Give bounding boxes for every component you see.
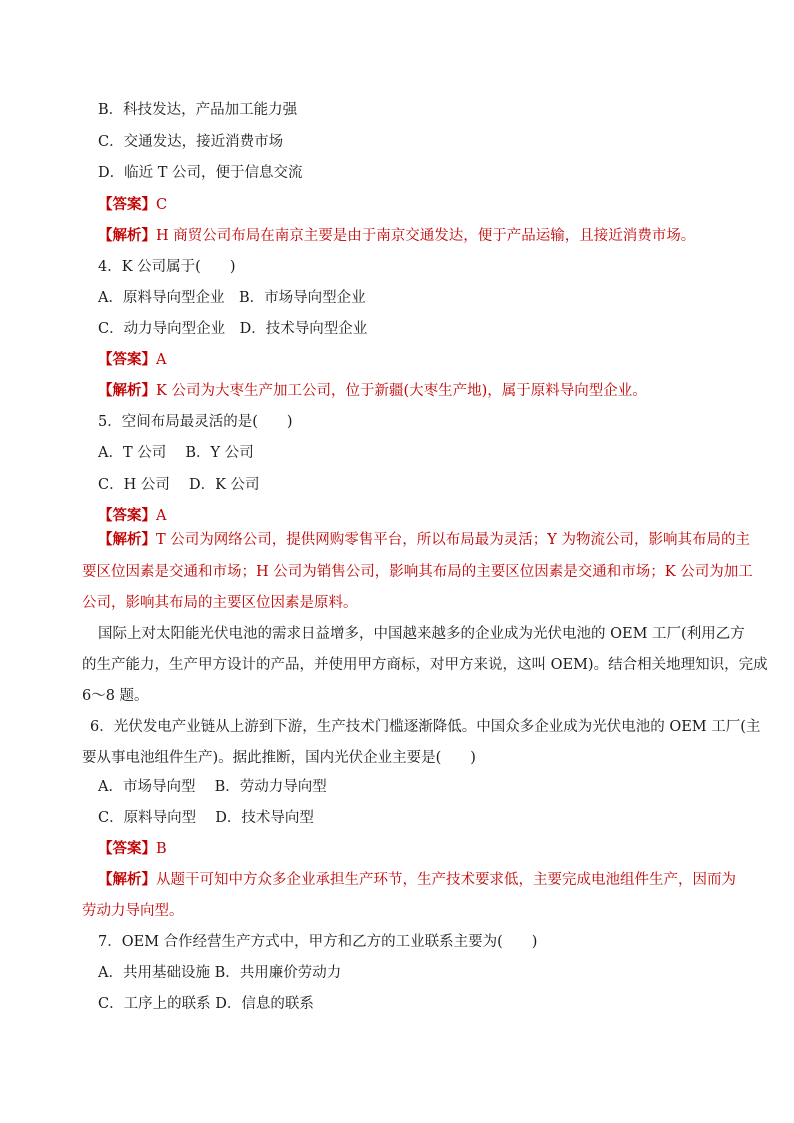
q5-options-ab: A．T 公司 B．Y 公司: [98, 445, 254, 461]
q4-analysis: [98, 381, 647, 401]
passage-line-3: 6～8 题。: [82, 688, 149, 704]
answer-value: A: [156, 352, 167, 368]
q6-analysis-line-1: [98, 870, 736, 890]
q5-stem: 5．空间布局最灵活的是( ): [98, 414, 293, 430]
q5-analysis-line-1: [98, 530, 750, 550]
passage-line-2: 的生产能力，生产甲方设计的产品，并使用甲方商标，对甲方来说，这叫 OEM)。结合相关地理知识，完成: [82, 657, 768, 673]
analysis-text: T 公司为网络公司，提供网购零售平台，所以布局最为灵活；Y 为物流公司，影响其布局的主: [156, 532, 750, 548]
answer-tag: 【答案】: [98, 840, 156, 857]
analysis-tag: 【解析】: [98, 382, 156, 399]
answer-tag: 【答案】: [98, 196, 156, 213]
passage-line-1: 国际上对太阳能光伏电池的需求日益增多，中国越来越多的企业成为光伏电池的 OEM 工厂(利用乙方: [98, 626, 745, 642]
q5-analysis-line-3: 公司，影响其布局的主要区位因素是原料。: [82, 595, 358, 611]
analysis-tag: 【解析】: [98, 227, 156, 244]
analysis-tag: 【解析】: [98, 871, 156, 888]
q6-stem-line-2: 要从事电池组件生产)。据此推断，国内光伏企业主要是( ): [82, 750, 476, 766]
analysis-text: K 公司为大枣生产加工公司，位于新疆(大枣生产地)，属于原料导向型企业。: [156, 383, 647, 399]
q7-options-ab: A．共用基础设施 B．共用廉价劳动力: [98, 965, 342, 981]
answer-value: A: [156, 508, 167, 524]
q7-options-cd: C．工序上的联系 D．信息的联系: [98, 996, 314, 1012]
q4-answer: [98, 350, 166, 370]
q4-stem: 4．K 公司属于( ): [98, 259, 236, 275]
q3-analysis: [98, 226, 695, 246]
q6-options-cd: C．原料导向型 D．技术导向型: [98, 810, 314, 826]
q3-option-c: C．交通发达，接近消费市场: [98, 134, 284, 150]
analysis-text: 从题干可知中方众多企业承担生产环节，生产技术要求低，主要完成电池组件生产，因而为: [156, 872, 736, 888]
q3-option-b: B．科技发达，产品加工能力强: [98, 102, 298, 118]
answer-tag: 【答案】: [98, 507, 156, 524]
q5-analysis-line-2: 要区位因素是交通和市场；H 公司为销售公司，影响其布局的主要区位因素是交通和市场；K 公司为加工: [82, 564, 753, 580]
analysis-tag: 【解析】: [98, 531, 156, 548]
q5-answer: [98, 506, 166, 526]
q6-stem-line-1: 6．光伏发电产业链从上游到下游，生产技术门槛逐渐降低。中国众多企业成为光伏电池的 OEM 工厂(主: [90, 719, 761, 735]
q6-answer: [98, 839, 167, 859]
q3-answer: [98, 195, 167, 215]
q4-options-cd: C．动力导向型企业 D．技术导向型企业: [98, 321, 368, 337]
answer-value: C: [156, 197, 168, 213]
q3-option-d: D．临近 T 公司，便于信息交流: [98, 165, 303, 181]
q6-options-ab: A．市场导向型 B．劳动力导向型: [98, 779, 327, 795]
q5-options-cd: C．H 公司 D．K 公司: [98, 477, 260, 493]
analysis-text: H 商贸公司布局在南京主要是由于南京交通发达，便于产品运输，且接近消费市场。: [156, 228, 696, 244]
q7-stem: 7．OEM 合作经营生产方式中，甲方和乙方的工业联系主要为( ): [98, 934, 538, 950]
answer-value: B: [156, 841, 167, 857]
answer-tag: 【答案】: [98, 351, 156, 368]
q4-options-ab: A．原料导向型企业 B．市场导向型企业: [98, 290, 366, 306]
q6-analysis-line-2: 劳动力导向型。: [82, 903, 184, 919]
